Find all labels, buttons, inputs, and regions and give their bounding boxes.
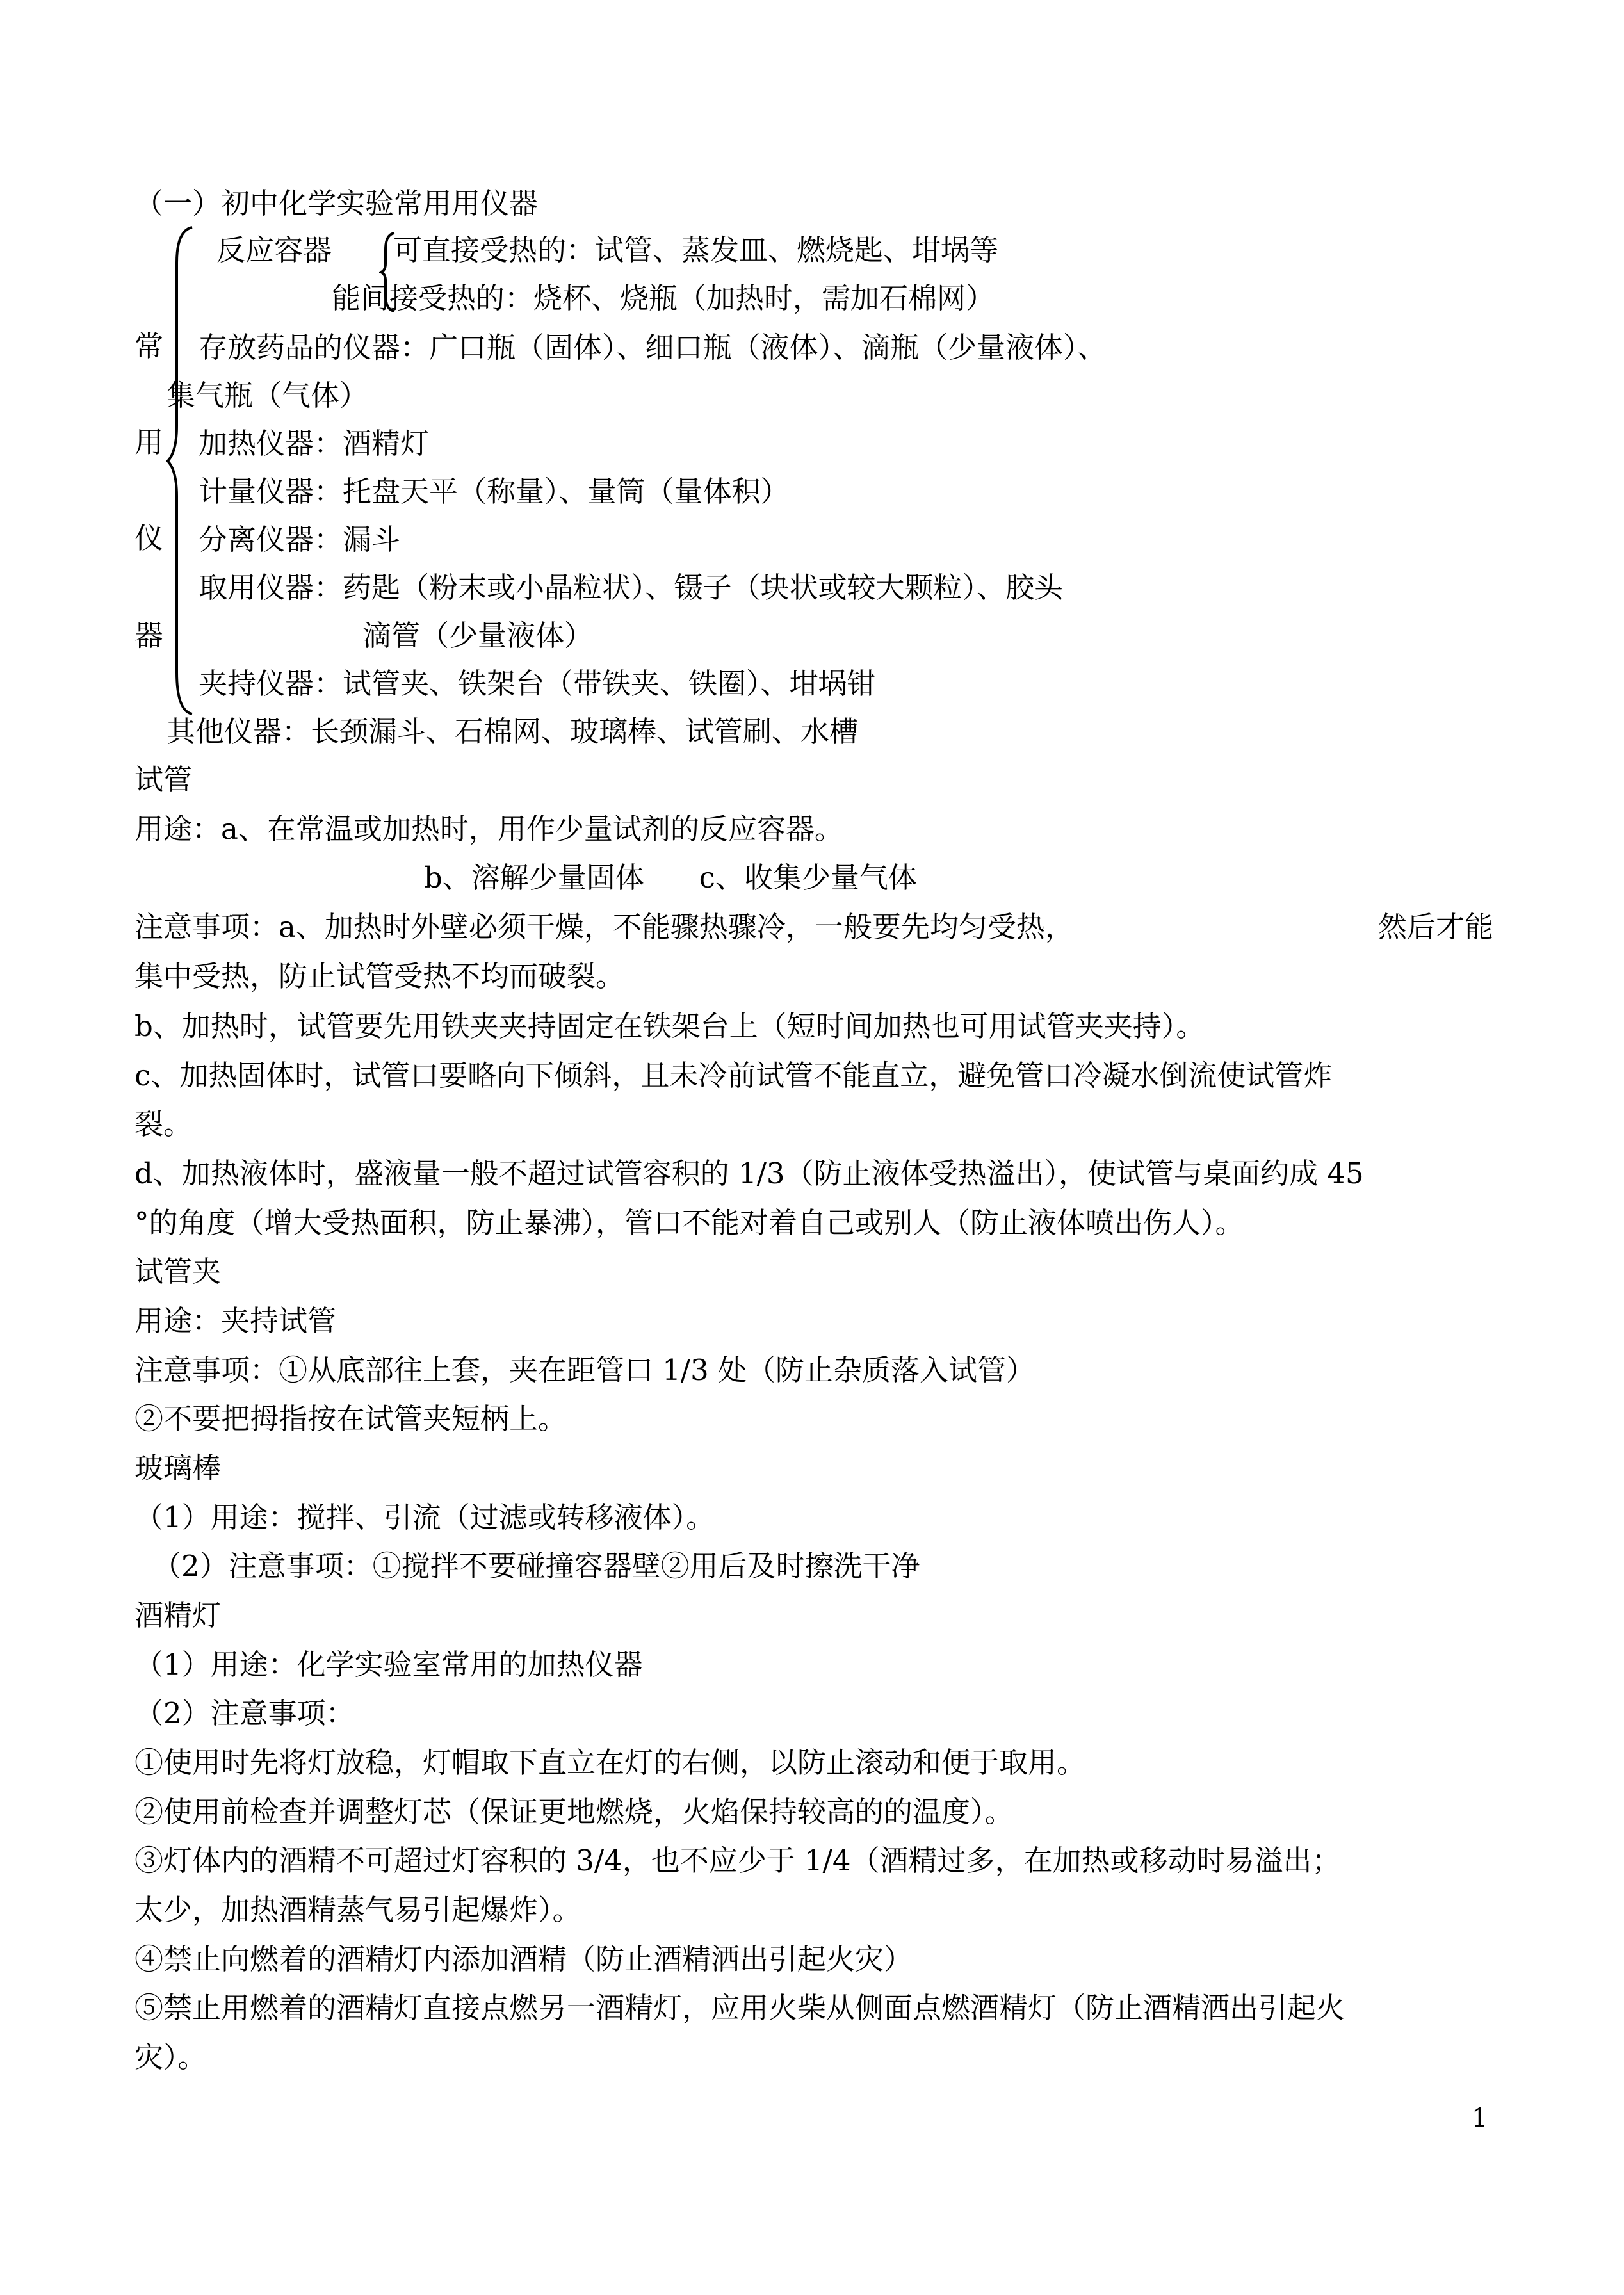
section-title: （一）初中化学实验常用用仪器 xyxy=(134,186,539,220)
test-tube-heading: 试管 xyxy=(134,763,193,797)
test-tube-use: b、溶解少量固体 c、收集少量气体 xyxy=(424,861,917,895)
test-tube-note: c、加热固体时，试管口要略向下倾斜，且未冷前试管不能直立，避免管口冷凝水倒流使试管炸 xyxy=(134,1058,1333,1092)
alcohol-lamp-note-heading: （2）注意事项： xyxy=(134,1696,355,1730)
tube-clamp-use: 用途：夹持试管 xyxy=(134,1304,337,1338)
vertical-label-char: 用 xyxy=(134,425,164,459)
vertical-label-char: 常 xyxy=(134,329,164,363)
taking-line: 取用仪器：药匙（粉末或小晶粒状）、镊子（块状或较大颗粒）、胶头 xyxy=(199,571,1064,604)
alcohol-lamp-note: ②使用前检查并调整灯芯（保证更地燃烧，火焰保持较高的的温度）。 xyxy=(134,1795,1014,1829)
alcohol-lamp-note: ①使用时先将灯放稳，灯帽取下直立在灯的右侧，以防止滚动和便于取用。 xyxy=(134,1746,1086,1780)
direct-heat-line: 可直接受热的：试管、蒸发皿、燃烧匙、坩埚等 xyxy=(393,233,999,267)
alcohol-lamp-note: ③灯体内的酒精不可超过灯容积的 3/4，也不应少于 1/4（酒精过多，在加热或移动时易溢出； xyxy=(134,1844,1341,1877)
tube-clamp-heading: 试管夹 xyxy=(134,1254,222,1288)
outer-brace xyxy=(165,224,204,717)
vertical-label-char: 器 xyxy=(134,619,164,653)
separation-line: 分离仪器：漏斗 xyxy=(199,523,401,556)
taking-line: 滴管（少量液体） xyxy=(362,619,594,653)
storage-line: 集气瓶（气体） xyxy=(166,378,369,412)
others-line: 其他仪器：长颈漏斗、石棉网、玻璃棒、试管刷、水槽 xyxy=(166,715,859,749)
alcohol-lamp-note: ④禁止向燃着的酒精灯内添加酒精（防止酒精洒出引起火灾） xyxy=(134,1942,913,1976)
alcohol-lamp-use: （1）用途：化学实验室常用的加热仪器 xyxy=(134,1648,643,1682)
clamping-line: 夹持仪器：试管夹、铁架台（带铁夹、铁圈）、坩埚钳 xyxy=(199,667,876,701)
test-tube-note: °的角度（增大受热面积，防止暴沸），管口不能对着自己或别人（防止液体喷出伤人）。 xyxy=(134,1206,1244,1240)
test-tube-note: 集中受热，防止试管受热不均而破裂。 xyxy=(134,959,625,993)
test-tube-note: d、加热液体时，盛液量一般不超过试管容积的 1/3（防止液体受热溢出），使试管与桌面约成 45 xyxy=(134,1156,1364,1190)
tube-clamp-note: ②不要把拇指按在试管夹短柄上。 xyxy=(134,1402,567,1436)
test-tube-note: b、加热时，试管要先用铁夹夹持固定在铁架台上（短时间加热也可用试管夹夹持）。 xyxy=(134,1009,1205,1043)
alcohol-lamp-note: 灾）。 xyxy=(134,2040,207,2074)
tube-clamp-note: 注意事项：①从底部往上套，夹在距管口 1/3 处（防止杂质落入试管） xyxy=(134,1353,1035,1387)
alcohol-lamp-note: 太少，加热酒精蒸气易引起爆炸）。 xyxy=(134,1893,581,1927)
measuring-line: 计量仪器：托盘天平（称量）、量筒（量体积） xyxy=(199,474,790,508)
reaction-container-label: 反应容器 xyxy=(216,233,332,267)
storage-line: 存放药品的仪器：广口瓶（固体）、细口瓶（液体）、滴瓶（少量液体）、 xyxy=(199,330,1107,364)
test-tube-note: 然后才能 xyxy=(1378,910,1494,944)
test-tube-note: 裂。 xyxy=(134,1107,193,1141)
test-tube-note: 注意事项：a、加热时外壁必须干燥，不能骤热骤冷，一般要先均匀受热， xyxy=(134,910,1074,944)
glass-rod-note: （2）注意事项：①搅拌不要碰撞容器壁②用后及时擦洗干净 xyxy=(152,1549,920,1583)
page-number: 1 xyxy=(1472,2104,1488,2133)
heating-line: 加热仪器：酒精灯 xyxy=(199,426,430,460)
glass-rod-use: （1）用途：搅拌、引流（过滤或转移液体）。 xyxy=(134,1500,715,1534)
vertical-label-char: 仪 xyxy=(134,521,164,555)
test-tube-use: 用途：a、在常温或加热时，用作少量试剂的反应容器。 xyxy=(134,812,843,846)
alcohol-lamp-heading: 酒精灯 xyxy=(134,1598,222,1632)
indirect-heat-line: 能间接受热的：烧杯、烧瓶（加热时，需加石棉网） xyxy=(332,281,995,315)
glass-rod-heading: 玻璃棒 xyxy=(134,1451,222,1485)
alcohol-lamp-note: ⑤禁止用燃着的酒精灯直接点燃另一酒精灯，应用火柴从侧面点燃酒精灯（防止酒精洒出引起火 xyxy=(134,1991,1345,2025)
